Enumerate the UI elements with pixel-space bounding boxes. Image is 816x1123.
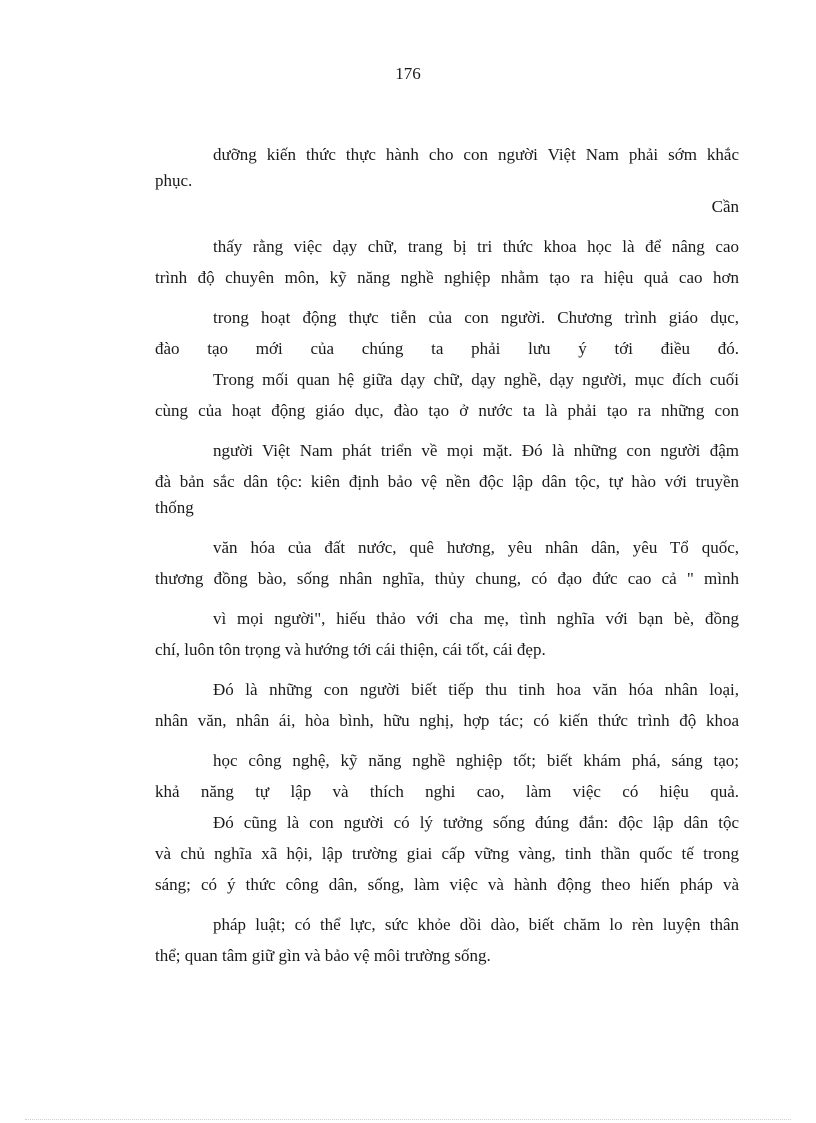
- text-line: thể; quan tâm giữ gìn và bảo vệ môi trường sống.: [155, 946, 491, 965]
- body-text: [155, 142, 739, 969]
- text-line: sáng; có ý thức công dân, sống, làm việc và hành động theo hiến pháp và: [155, 875, 739, 894]
- text-line: trong hoạt động thực tiễn của con người. Chương trình giáo dục,: [213, 308, 739, 327]
- text-line: thống: [155, 498, 194, 517]
- text-line: đào tạo mới của chúng ta phải lưu ý tới điều đó.: [155, 339, 739, 358]
- text-line: khả năng tự lập và thích nghi cao, làm việc có hiệu quả.: [155, 782, 739, 801]
- text-line: pháp luật; có thể lực, sức khỏe dồi dào, biết chăm lo rèn luyện thân: [213, 915, 739, 934]
- text-line: phục.: [155, 171, 193, 190]
- text-line: vì mọi người", hiếu thảo với cha mẹ, tình nghĩa với bạn bè, đồng: [213, 609, 739, 628]
- page-number: 176: [395, 64, 421, 83]
- text-line: văn hóa của đất nước, quê hương, yêu nhân dân, yêu Tổ quốc,: [213, 538, 739, 557]
- text-line: chí, luôn tôn trọng và hướng tới cái thiện, cái tốt, cái đẹp.: [155, 640, 546, 659]
- page-bottom-rule: [25, 1119, 791, 1120]
- text-line: thấy rằng việc dạy chữ, trang bị tri thức khoa học là để nâng cao: [213, 237, 739, 256]
- text-line: trình độ chuyên môn, kỹ năng nghề nghiệp nhằm tạo ra hiệu quả cao hơn: [155, 268, 739, 287]
- text-line: học công nghệ, kỹ năng nghề nghiệp tốt; biết khám phá, sáng tạo;: [213, 751, 739, 770]
- text-line: đà bản sắc dân tộc: kiên định bảo vệ nền độc lập dân tộc, tự hào với truyền: [155, 472, 739, 491]
- text-line: Đó là những con người biết tiếp thu tinh hoa văn hóa nhân loại,: [213, 680, 739, 699]
- text-line: thương đồng bào, sống nhân nghĩa, thủy chung, có đạo đức cao cả " mình: [155, 569, 739, 588]
- text-line: Cần: [711, 197, 739, 216]
- text-line: cùng của hoạt động giáo dục, đào tạo ở nước ta là phải tạo ra những con: [155, 401, 739, 420]
- text-line: nhân văn, nhân ái, hòa bình, hữu nghị, hợp tác; có kiến thức trình độ khoa: [155, 711, 739, 730]
- text-line: Trong mối quan hệ giữa dạy chữ, dạy nghề, dạy người, mục đích cuối: [213, 370, 739, 389]
- text-line: người Việt Nam phát triển về mọi mặt. Đó là những con người đậm: [213, 441, 739, 460]
- text-line: dưỡng kiến thức thực hành cho con người Việt Nam phải sớm khắc: [213, 145, 739, 164]
- text-line: và chủ nghĩa xã hội, lập trường giai cấp vững vàng, tinh thần quốc tế trong: [155, 844, 739, 863]
- text-line: Đó cũng là con người có lý tưởng sống đúng đắn: độc lập dân tộc: [213, 813, 739, 832]
